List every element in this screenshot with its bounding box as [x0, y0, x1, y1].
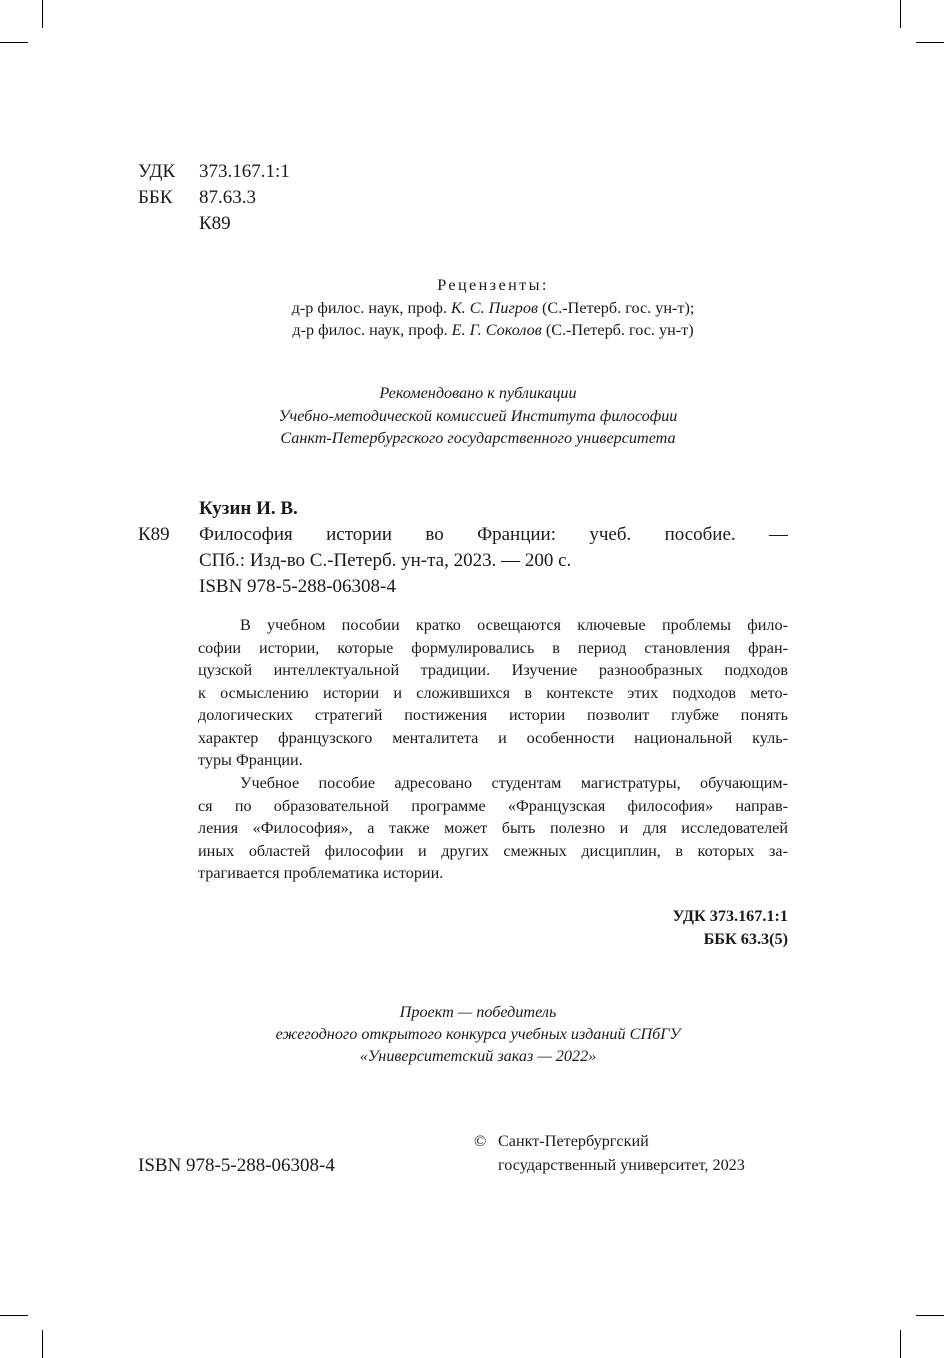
bbk-value: 87.63.3: [199, 187, 256, 208]
reviewer-1-name: К. С. Пигров: [450, 299, 538, 317]
annotation-line: софии истории, которые формулировались в период становления фран-: [198, 638, 788, 657]
reviewer-1-affiliation: (С.-Петерб. гос. ун-т);: [542, 299, 695, 317]
crop-mark-bottom-right-vertical: [900, 1330, 901, 1358]
bbk-label: ББК: [138, 187, 173, 208]
index-bbk: ББК 63.3(5): [703, 930, 788, 948]
contest-line-2: ежегодного открытого конкурса учебных изданий СПбГУ: [275, 1025, 681, 1043]
crop-mark-bottom-right-horizontal: [916, 1315, 944, 1316]
crop-mark-top-right-vertical: [900, 0, 901, 28]
reviewers-heading: Рецензенты:: [437, 276, 549, 294]
reviewer-1: [198, 297, 788, 319]
annotation-line: иных областей философии и других смежных дисциплин, в которых за-: [198, 841, 788, 860]
contest-line-1: Проект — победитель: [399, 1003, 557, 1021]
copyright-line-2: государственный университет, 2023: [498, 1156, 745, 1174]
crop-mark-bottom-left-horizontal: [0, 1315, 28, 1316]
annotation-paragraph-2: [198, 772, 788, 885]
reviewer-1-degree: д-р филос. наук, проф.: [291, 299, 447, 317]
book-title-line-1: Философия истории во Франции: учеб. пособие. —: [199, 524, 788, 545]
recommendation-line-3: Санкт-Петербургского государственного университета: [280, 429, 676, 447]
reviewer-2-name: Е. Г. Соколов: [451, 321, 542, 339]
book-title-line-2: СПб.: Изд-во С.-Петерб. ун-та, 2023. — 200 с.: [199, 550, 572, 571]
reviewer-2-affiliation: (С.-Петерб. гос. ун-т): [541, 321, 694, 339]
reviewer-2-degree: д-р филос. наук, проф.: [292, 321, 448, 339]
index-udk: УДК 373.167.1:1: [672, 907, 788, 925]
contest-line-3: «Университетский заказ — 2022»: [359, 1047, 597, 1065]
annotation-line: к осмыслению истории и сложившихся в контексте этих подходов мето-: [198, 683, 788, 702]
annotation-line: В учебном пособии кратко освещаются ключевые проблемы фило-: [240, 616, 788, 634]
book-isbn: ISBN 978-5-288-06308-4: [199, 576, 396, 597]
annotation-line: дологических стратегий постижения истории позволит глубже понять: [198, 706, 788, 724]
reviewer-2: [198, 319, 788, 341]
udk-value: 373.167.1:1: [199, 161, 290, 182]
annotation-paragraph-1: [198, 614, 788, 772]
author-name: Кузин И. В.: [199, 498, 298, 519]
recommendation-line-2: Учебно-методической комиссией Института философии: [278, 407, 678, 425]
annotation-line: Учебное пособие адресовано студентам магистратуры, обучающим-: [240, 774, 788, 792]
annotation-line: ся по образовательной программе «Французская философия» направ-: [198, 796, 788, 815]
annotation-line: туры Франции.: [198, 751, 303, 769]
footer-isbn: ISBN 978-5-288-06308-4: [138, 1155, 335, 1176]
copyright-line-1: Санкт-Петербургский: [498, 1132, 649, 1150]
udk-label: УДК: [138, 161, 176, 182]
annotation-line: трагивается проблематика истории.: [198, 864, 444, 882]
crop-mark-top-left-horizontal: [0, 42, 28, 43]
crop-mark-top-left-vertical: [42, 0, 43, 28]
recommendation-line-1: Рекомендовано к публикации: [379, 384, 577, 402]
copyright-symbol: ©: [474, 1132, 487, 1150]
bibliographic-sign: К89: [138, 524, 170, 545]
crop-mark-top-right-horizontal: [916, 42, 944, 43]
annotation-line: цузской интеллектуальной традиции. Изучение разнообразных подходов: [198, 661, 788, 679]
annotation-line: характер французского менталитета и особенности национальной куль-: [198, 728, 788, 747]
author-sign: К89: [199, 213, 231, 234]
annotation-line: ления «Философия», а также может быть полезно и для исследователей: [198, 819, 788, 837]
crop-mark-bottom-left-vertical: [42, 1330, 43, 1358]
